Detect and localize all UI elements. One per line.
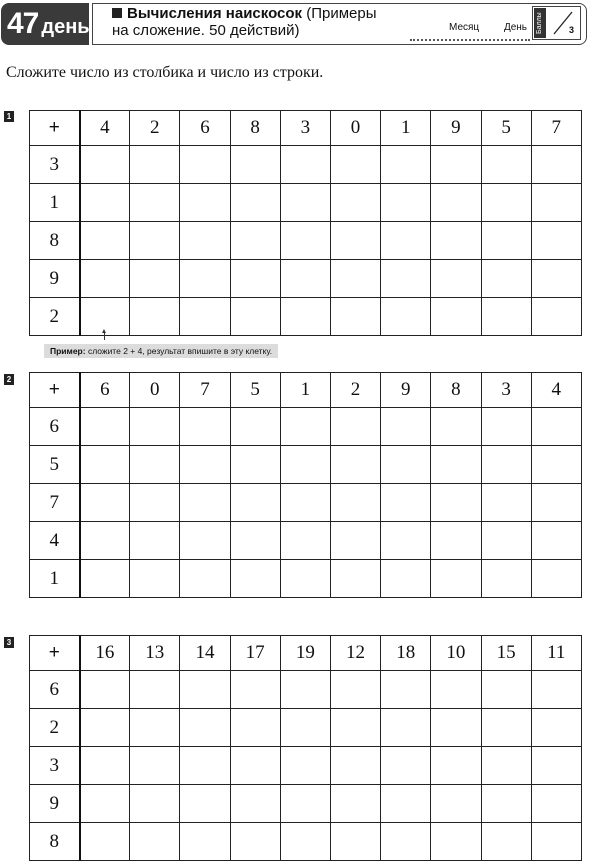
column-header: 6 [80, 373, 130, 408]
answer-cell[interactable] [230, 671, 280, 709]
answer-cell[interactable] [481, 298, 531, 336]
answer-cell[interactable] [531, 560, 581, 598]
answer-cell[interactable] [130, 222, 180, 260]
answer-cell[interactable] [280, 671, 330, 709]
answer-cell[interactable] [180, 184, 230, 222]
answer-cell[interactable] [130, 747, 180, 785]
answer-cell[interactable] [130, 522, 180, 560]
column-header: 3 [481, 373, 531, 408]
header-row [30, 373, 582, 408]
day-badge [1, 3, 89, 45]
answer-cell[interactable] [431, 671, 481, 709]
table-row [30, 785, 582, 823]
answer-cell[interactable] [130, 184, 180, 222]
score-box[interactable] [532, 6, 581, 40]
answer-cell[interactable] [280, 484, 330, 522]
answer-cell[interactable] [481, 184, 531, 222]
answer-cell[interactable] [431, 484, 481, 522]
column-header: 2 [330, 373, 380, 408]
answer-cell[interactable] [180, 671, 230, 709]
table-row [30, 446, 582, 484]
answer-cell[interactable] [330, 260, 380, 298]
answer-cell[interactable] [230, 222, 280, 260]
answer-cell[interactable] [230, 785, 280, 823]
answer-cell[interactable] [531, 298, 581, 336]
answer-cell[interactable] [280, 446, 330, 484]
answer-cell[interactable] [280, 522, 330, 560]
answer-cell[interactable] [280, 560, 330, 598]
answer-cell[interactable] [531, 222, 581, 260]
answer-cell[interactable] [230, 446, 280, 484]
answer-cell[interactable] [330, 146, 380, 184]
answer-cell[interactable] [80, 747, 130, 785]
instruction: Сложите число из столбика и число из строки. [6, 64, 324, 81]
column-header: 18 [381, 636, 431, 671]
table-row [30, 823, 582, 861]
column-header: 1 [381, 111, 431, 146]
answer-cell[interactable] [531, 446, 581, 484]
answer-cell[interactable] [431, 222, 481, 260]
answer-cell[interactable] [180, 222, 230, 260]
table-row [30, 671, 582, 709]
answer-cell[interactable] [531, 747, 581, 785]
column-header: 7 [180, 373, 230, 408]
table-row [30, 146, 582, 184]
answer-cell[interactable] [130, 484, 180, 522]
column-header: 4 [80, 111, 130, 146]
answer-cell[interactable] [481, 560, 531, 598]
answer-cell[interactable] [431, 260, 481, 298]
answer-cell[interactable] [481, 222, 531, 260]
row-header: 4 [30, 522, 80, 560]
answer-cell[interactable] [80, 222, 130, 260]
answer-cell[interactable] [280, 298, 330, 336]
table-row [30, 222, 582, 260]
problem-number-1: 1 [4, 111, 14, 122]
answer-cell[interactable] [180, 408, 230, 446]
answer-cell[interactable] [280, 222, 330, 260]
row-header: 3 [30, 146, 80, 184]
table-row [30, 484, 582, 522]
answer-cell[interactable] [130, 785, 180, 823]
answer-cell[interactable] [130, 560, 180, 598]
row-header: 3 [30, 747, 80, 785]
answer-cell[interactable] [330, 560, 380, 598]
answer-cell[interactable] [531, 408, 581, 446]
answer-cell[interactable] [80, 560, 130, 598]
answer-cell[interactable] [230, 260, 280, 298]
answer-cell[interactable] [280, 260, 330, 298]
answer-cell[interactable] [130, 446, 180, 484]
column-header: 3 [280, 111, 330, 146]
column-header: 0 [130, 373, 180, 408]
answer-cell[interactable] [531, 146, 581, 184]
column-header: 15 [481, 636, 531, 671]
answer-cell[interactable] [130, 146, 180, 184]
answer-cell[interactable] [481, 785, 531, 823]
row-header: 1 [30, 560, 80, 598]
answer-cell[interactable] [431, 747, 481, 785]
score-label: Баллы [534, 8, 546, 38]
answer-cell[interactable] [531, 484, 581, 522]
column-header: 5 [481, 111, 531, 146]
title-line2: на сложение. 50 действий) [112, 22, 300, 39]
problem-number-2: 2 [4, 374, 14, 385]
answer-cell[interactable] [280, 408, 330, 446]
answer-cell[interactable] [130, 408, 180, 446]
answer-cell[interactable] [431, 446, 481, 484]
answer-cell[interactable] [130, 709, 180, 747]
column-header: 4 [531, 373, 581, 408]
column-header: 2 [130, 111, 180, 146]
answer-cell[interactable] [431, 560, 481, 598]
answer-cell[interactable] [230, 484, 280, 522]
answer-cell[interactable] [130, 298, 180, 336]
answer-cell[interactable] [431, 184, 481, 222]
answer-cell[interactable] [330, 298, 380, 336]
header-row [30, 636, 582, 671]
answer-cell[interactable] [381, 446, 431, 484]
answer-cell[interactable] [431, 146, 481, 184]
answer-cell[interactable] [80, 260, 130, 298]
answer-cell[interactable] [80, 522, 130, 560]
column-header: 12 [330, 636, 380, 671]
column-header: 1 [280, 373, 330, 408]
column-header: 17 [230, 636, 280, 671]
answer-cell[interactable] [80, 146, 130, 184]
column-header: 6 [180, 111, 230, 146]
answer-cell[interactable] [481, 709, 531, 747]
answer-cell[interactable] [180, 823, 230, 861]
answer-cell[interactable] [130, 260, 180, 298]
column-header: 9 [431, 111, 481, 146]
answer-cell[interactable] [481, 408, 531, 446]
example-arrow-icon [104, 331, 105, 340]
row-header: 9 [30, 260, 80, 298]
answer-cell[interactable] [180, 522, 230, 560]
answer-cell[interactable] [481, 446, 531, 484]
answer-cell[interactable] [330, 823, 380, 861]
column-header: 0 [330, 111, 380, 146]
answer-cell[interactable] [80, 408, 130, 446]
answer-cell[interactable] [280, 823, 330, 861]
answer-cell[interactable] [381, 785, 431, 823]
answer-cell[interactable] [180, 560, 230, 598]
table-row [30, 560, 582, 598]
square-bullet-icon [112, 8, 122, 18]
row-header: 7 [30, 484, 80, 522]
answer-cell[interactable] [180, 260, 230, 298]
example-text: сложите 2 + 4, результат впишите в эту клетку. [85, 346, 273, 356]
answer-cell[interactable] [330, 671, 380, 709]
answer-cell[interactable] [180, 298, 230, 336]
answer-cell[interactable] [230, 408, 280, 446]
answer-cell[interactable] [381, 823, 431, 861]
plus-sign: + [30, 111, 80, 146]
column-header: 10 [431, 636, 481, 671]
column-header: 8 [431, 373, 481, 408]
table-row [30, 298, 582, 336]
date-dotted-line[interactable] [410, 39, 530, 41]
table-row [30, 747, 582, 785]
answer-cell[interactable] [481, 747, 531, 785]
answer-cell[interactable] [230, 184, 280, 222]
answer-cell[interactable] [381, 709, 431, 747]
addition-grid-2 [29, 372, 582, 598]
answer-cell[interactable] [230, 560, 280, 598]
answer-cell[interactable] [180, 484, 230, 522]
column-header: 14 [180, 636, 230, 671]
answer-cell[interactable] [481, 260, 531, 298]
row-header: 2 [30, 709, 80, 747]
answer-cell[interactable] [80, 446, 130, 484]
page-title [112, 5, 377, 39]
date-labels [414, 22, 527, 33]
answer-cell[interactable] [230, 146, 280, 184]
answer-cell[interactable] [431, 785, 481, 823]
answer-cell[interactable] [230, 823, 280, 861]
answer-cell[interactable] [381, 184, 431, 222]
answer-cell[interactable] [381, 260, 431, 298]
plus-sign: + [30, 373, 80, 408]
answer-cell[interactable] [280, 184, 330, 222]
row-header: 8 [30, 823, 80, 861]
answer-cell[interactable] [481, 484, 531, 522]
answer-cell[interactable] [381, 146, 431, 184]
answer-cell[interactable] [481, 823, 531, 861]
column-header: 16 [80, 636, 130, 671]
answer-cell[interactable] [381, 298, 431, 336]
row-header: 5 [30, 446, 80, 484]
answer-cell[interactable] [531, 671, 581, 709]
score-max: 3 [569, 25, 575, 35]
answer-cell[interactable] [280, 146, 330, 184]
answer-cell[interactable] [80, 709, 130, 747]
table-row [30, 184, 582, 222]
answer-cell[interactable] [280, 709, 330, 747]
answer-cell[interactable] [330, 484, 380, 522]
answer-cell[interactable] [80, 671, 130, 709]
day-label: День [503, 22, 528, 33]
header-row [30, 111, 582, 146]
answer-cell[interactable] [330, 408, 380, 446]
answer-cell[interactable] [531, 709, 581, 747]
answer-cell[interactable] [381, 671, 431, 709]
answer-cell[interactable] [381, 560, 431, 598]
answer-cell[interactable] [80, 484, 130, 522]
column-header: 5 [230, 373, 280, 408]
answer-cell[interactable] [330, 222, 380, 260]
answer-cell[interactable] [180, 785, 230, 823]
column-header: 19 [280, 636, 330, 671]
answer-cell[interactable] [80, 823, 130, 861]
month-label: Месяц [449, 22, 480, 33]
answer-cell[interactable] [531, 785, 581, 823]
answer-cell[interactable] [180, 747, 230, 785]
row-header: 9 [30, 785, 80, 823]
answer-cell[interactable] [381, 222, 431, 260]
answer-cell[interactable] [130, 823, 180, 861]
answer-cell[interactable] [330, 747, 380, 785]
column-header: 13 [130, 636, 180, 671]
answer-cell[interactable] [130, 671, 180, 709]
row-header: 6 [30, 671, 80, 709]
row-header: 6 [30, 408, 80, 446]
answer-cell[interactable] [431, 823, 481, 861]
answer-cell[interactable] [230, 522, 280, 560]
day-number: 47 [7, 7, 39, 40]
answer-cell[interactable] [431, 522, 481, 560]
answer-cell[interactable] [280, 785, 330, 823]
answer-cell[interactable] [381, 747, 431, 785]
addition-grid-3 [29, 635, 582, 861]
answer-cell[interactable] [330, 446, 380, 484]
title-rest: (Примеры [302, 5, 377, 22]
row-header: 1 [30, 184, 80, 222]
answer-cell[interactable] [230, 298, 280, 336]
day-word: день [41, 15, 90, 38]
row-header: 2 [30, 298, 80, 336]
answer-cell[interactable] [431, 709, 481, 747]
answer-cell[interactable] [280, 747, 330, 785]
problem-number-3: 3 [4, 637, 14, 648]
answer-cell[interactable] [531, 260, 581, 298]
row-header: 8 [30, 222, 80, 260]
answer-cell[interactable] [481, 146, 531, 184]
answer-cell[interactable] [481, 522, 531, 560]
table-row [30, 522, 582, 560]
column-header: 8 [230, 111, 280, 146]
answer-cell[interactable] [330, 522, 380, 560]
answer-cell[interactable] [431, 298, 481, 336]
column-header: 11 [531, 636, 581, 671]
answer-cell[interactable] [80, 785, 130, 823]
title-bold: Вычисления наискосок [127, 5, 303, 22]
answer-cell[interactable] [531, 522, 581, 560]
answer-cell[interactable] [531, 184, 581, 222]
answer-cell[interactable] [330, 709, 380, 747]
column-header: 9 [381, 373, 431, 408]
answer-cell[interactable] [230, 709, 280, 747]
answer-cell[interactable] [381, 522, 431, 560]
answer-cell[interactable] [531, 823, 581, 861]
answer-cell[interactable] [431, 408, 481, 446]
answer-cell[interactable] [330, 184, 380, 222]
answer-cell[interactable] [180, 146, 230, 184]
example-note [44, 344, 278, 358]
answer-cell[interactable] [330, 785, 380, 823]
answer-cell[interactable] [180, 709, 230, 747]
answer-cell[interactable] [80, 184, 130, 222]
column-header: 7 [531, 111, 581, 146]
answer-cell[interactable] [230, 747, 280, 785]
example-bold: Пример: [50, 346, 86, 356]
answer-cell[interactable] [481, 671, 531, 709]
answer-cell[interactable] [381, 408, 431, 446]
answer-cell[interactable] [381, 484, 431, 522]
table-row [30, 260, 582, 298]
addition-grid-1 [29, 110, 582, 336]
answer-cell[interactable] [180, 446, 230, 484]
plus-sign: + [30, 636, 80, 671]
table-row [30, 408, 582, 446]
table-row [30, 709, 582, 747]
